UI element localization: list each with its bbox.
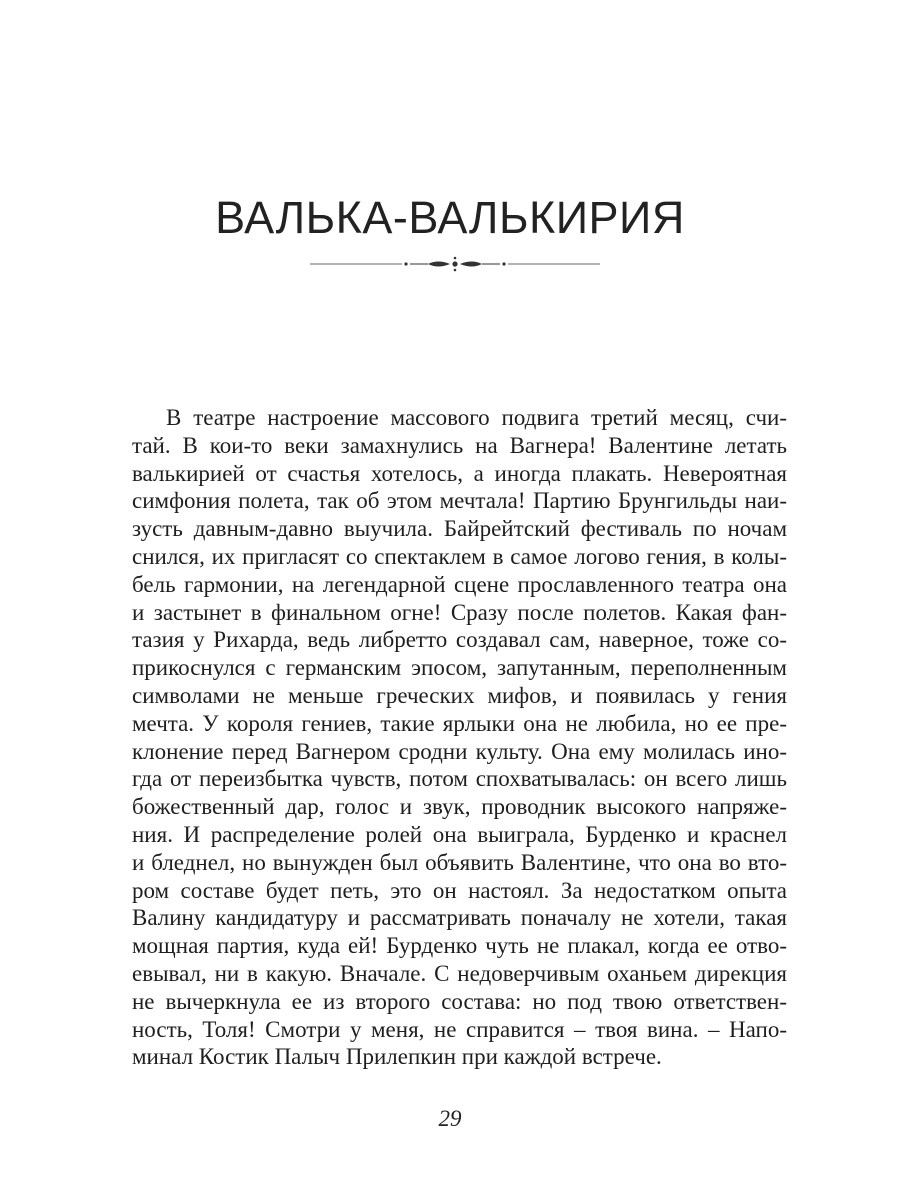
chapter-title: ВАЛЬКА-ВАЛЬКИРИЯ	[215, 192, 685, 243]
page-number: 29	[438, 1106, 462, 1131]
text-line: тай. В кои-то веки замахнулись на Вагнера! Валентине летать	[132, 432, 787, 458]
text-line: евывал, ни в какую. Вначале. С недоверчивым оханьем дирекция	[132, 960, 787, 986]
text-line: ность, Толя! Смотри у меня, не справится – твоя вина. – Напо-	[132, 1016, 787, 1042]
text-line: бель гармонии, на легендарной сцене прославленного театра она	[132, 571, 787, 597]
text-line: гда от переизбытка чувств, потом спохватывалась: он всего лишь	[132, 766, 787, 792]
text-line: симфония полета, так об этом мечтала! Партию Брунгильды наи-	[132, 488, 787, 514]
text-line: и бледнел, но вынужден был объявить Валентине, что она во вто-	[132, 849, 787, 875]
text-line: клонение перед Вагнером сродни культу. Она ему молилась ино-	[132, 738, 787, 764]
text-line: мощная партия, куда ей! Бурденко чуть не плакал, когда ее отво-	[132, 933, 787, 959]
text-line: минал Костик Палыч Прилепкин при каждой встрече.	[132, 1044, 662, 1070]
text-line: не вычеркнула ее из второго состава: но под твою ответствен-	[132, 988, 787, 1014]
text-line: снился, их пригласят со спектаклем в самое логово гения, в колы-	[132, 543, 787, 569]
text-line: прикоснулся с германским эпосом, запутанным, переполненным	[132, 655, 787, 681]
text-line: мечта. У короля гениев, такие ярлыки она не любила, но ее пре-	[132, 710, 787, 736]
text-line: Валину кандидатуру и рассматривать поначалу не хотели, такая	[132, 905, 787, 931]
text-line: валькирией от счастья хотелось, а иногда плакать. Невероятная	[132, 460, 787, 486]
text-line: зусть давным-давно выучила. Байрейтский фестиваль по ночам	[132, 516, 787, 542]
text-line: В театре настроение массового подвига третий месяц, счи-	[166, 405, 787, 430]
body-text	[132, 404, 787, 1071]
text-line: ром составе будет петь, это он настоял. За недостатком опыта	[132, 877, 787, 903]
flourish-divider-icon	[310, 254, 600, 274]
text-line: символами не меньше греческих мифов, и появилась у гения	[132, 682, 787, 708]
text-line: ния. И распределение ролей она выиграла, Бурденко и краснел	[132, 821, 787, 847]
text-line: тазия у Рихарда, ведь либретто создавал сам, наверное, тоже со-	[132, 627, 787, 653]
text-line: и застынет в финальном огне! Сразу после полетов. Какая фан-	[132, 599, 787, 625]
text-line: божественный дар, голос и звук, проводник высокого напряже-	[132, 794, 787, 820]
